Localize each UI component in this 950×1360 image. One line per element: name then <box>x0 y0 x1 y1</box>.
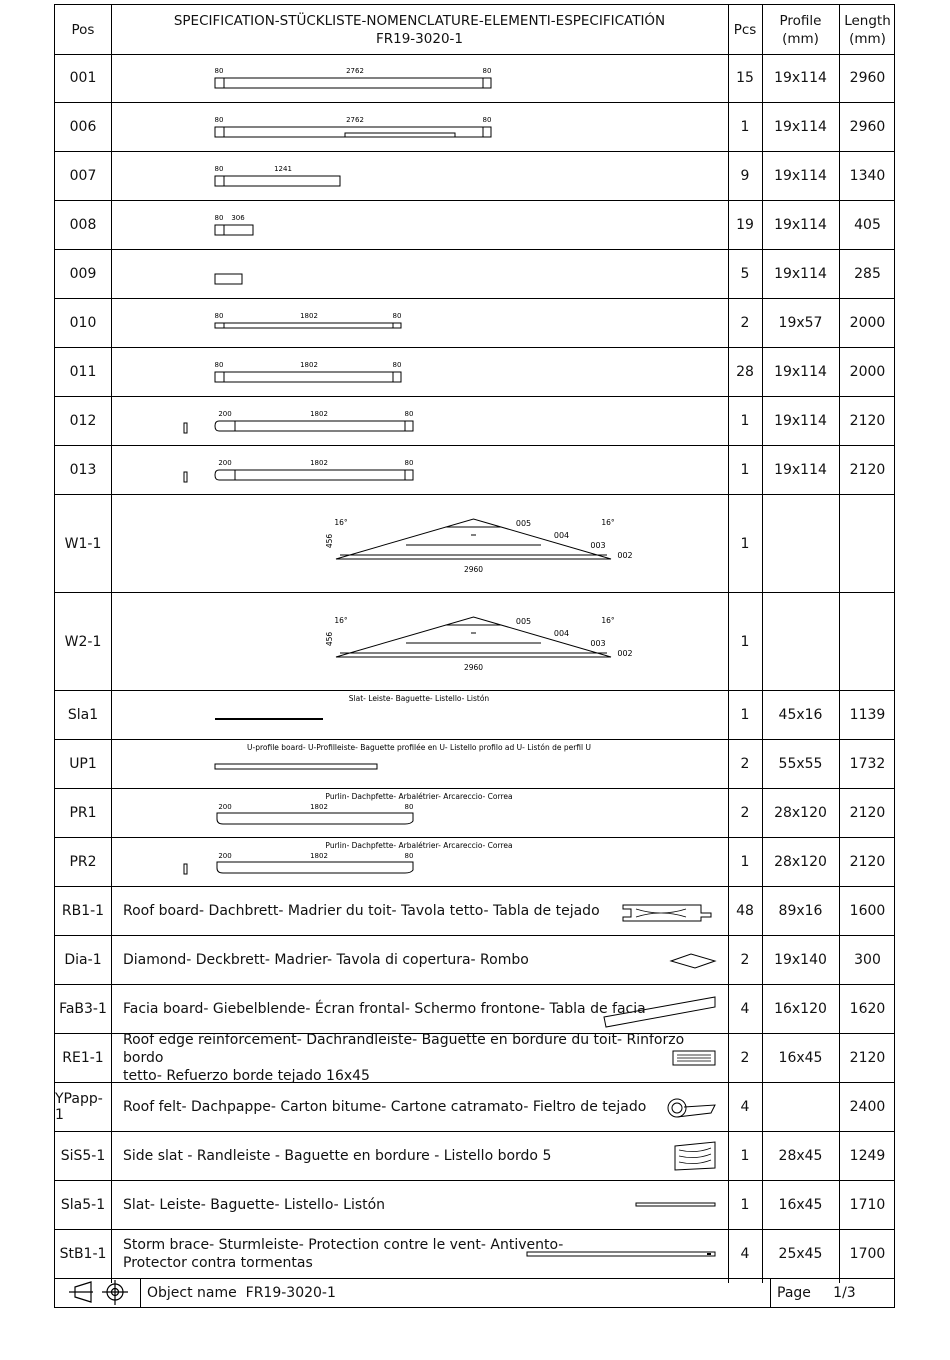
projection-symbol <box>55 1279 145 1307</box>
board-segment <box>224 176 340 186</box>
cell-pos: Sla5-1 <box>60 1197 106 1213</box>
part-description: Roof felt- Dachpappe- Carton bitume- Cartone catramato- Fieltro de tejado <box>123 1099 647 1115</box>
part-drawing <box>111 495 728 593</box>
cell-pcs: 4 <box>740 1001 750 1017</box>
col-divider <box>762 5 763 1283</box>
cell-length: 2000 <box>849 315 886 331</box>
wood-grain <box>636 909 686 917</box>
cell-pos: Dia-1 <box>64 952 102 968</box>
cell-length: 1600 <box>849 903 886 919</box>
specification-sheet <box>54 4 895 1308</box>
part-caption: U-profile board- U-Profilleiste- Baguette profilée en U- Listello profilo ad U- Listón de perfil U <box>247 743 591 752</box>
cell-drawing <box>111 1083 728 1131</box>
cell-drawing <box>111 593 728 690</box>
cell-drawing <box>111 201 728 249</box>
cell-profile: 19x114 <box>774 266 827 282</box>
cell-pcs: 1 <box>740 854 750 870</box>
cell-length: 1249 <box>849 1148 886 1164</box>
title-line1: SPECIFICATION-STÜCKLISTE-NOMENCLATURE-ELEMENTI-ESPECIFICATIÓN <box>173 12 666 29</box>
cell-length: 2120 <box>849 805 886 821</box>
section-mark <box>184 472 187 482</box>
cell-profile: 19x114 <box>774 217 827 233</box>
dim-label: 80 <box>482 67 492 75</box>
part-drawing <box>111 691 728 740</box>
dim-label: 1802 <box>310 852 328 860</box>
part-label: 002 <box>617 551 633 560</box>
dim-label: 1802 <box>300 312 318 320</box>
width-label: 2960 <box>463 565 484 574</box>
page-label: Page <box>777 1285 811 1301</box>
dim-label: 80 <box>404 852 414 860</box>
part-label: 003 <box>590 541 606 550</box>
cell-profile: 19x57 <box>778 315 823 331</box>
table-row <box>55 54 894 103</box>
dim-label: 200 <box>218 852 232 860</box>
part-drawing <box>111 446 728 495</box>
part-description: Facia board- Giebelblende- Écran frontal- Schermo frontone- Tabla de facia <box>123 1001 646 1017</box>
slat-icon <box>636 1203 715 1206</box>
cell-length: 2120 <box>849 854 886 870</box>
cell-pos: StB1-1 <box>59 1246 107 1262</box>
table-row <box>55 152 894 201</box>
cell-pos: 010 <box>69 315 97 331</box>
object-name-label: Object name <box>147 1285 237 1301</box>
cell-pos: RE1-1 <box>62 1050 104 1066</box>
table-row <box>55 1132 894 1181</box>
cell-pos: FaB3-1 <box>59 1001 107 1017</box>
dim-label: 80 <box>404 459 414 467</box>
cell-pcs: 2 <box>740 1050 750 1066</box>
cell-profile: 45x16 <box>778 707 823 723</box>
cell-length: 1139 <box>849 707 886 723</box>
dim-label: 80 <box>214 116 224 124</box>
dim-label: 80 <box>214 214 224 222</box>
cell-length <box>839 495 896 592</box>
cell-pos: UP1 <box>69 756 97 772</box>
cell-profile: 16x45 <box>778 1050 823 1066</box>
table-row <box>55 495 894 593</box>
header-length <box>839 5 896 54</box>
board-segment <box>215 323 224 328</box>
angle-label: 16° <box>334 518 348 527</box>
part-label: 005 <box>515 519 532 528</box>
part-drawing <box>111 838 728 887</box>
cell-drawing <box>111 250 728 298</box>
part-drawing <box>111 397 728 446</box>
table-row <box>55 1083 894 1132</box>
truss-outline <box>336 519 611 559</box>
title-block <box>55 1278 894 1307</box>
cell-pcs: 2 <box>740 952 750 968</box>
footer-divider <box>770 1279 771 1307</box>
board-segment <box>224 372 393 382</box>
profile-line1: Profile <box>779 12 822 29</box>
object-name <box>147 1279 336 1307</box>
section-mark <box>184 423 187 433</box>
section-mark <box>184 864 187 874</box>
cell-drawing <box>111 1230 728 1278</box>
board-segment <box>224 323 393 328</box>
table-header <box>55 5 894 55</box>
board-segment <box>483 78 491 88</box>
col-divider <box>839 5 840 1283</box>
table-row <box>55 1230 894 1279</box>
cell-length: 1340 <box>849 168 886 184</box>
cell-pos: PR1 <box>69 805 97 821</box>
wood-grain <box>679 1148 711 1164</box>
cell-pcs: 5 <box>740 266 750 282</box>
projection-cone-icon <box>69 1282 93 1302</box>
cell-drawing <box>111 495 728 592</box>
cell-drawing <box>111 348 728 396</box>
header-pos: Pos <box>71 21 95 38</box>
cell-length: 2000 <box>849 364 886 380</box>
dim-label: 80 <box>482 116 492 124</box>
notch-outline <box>345 133 455 137</box>
cell-length: 1620 <box>849 1001 886 1017</box>
cell-length: 1710 <box>849 1197 886 1213</box>
dim-label: 80 <box>214 165 224 173</box>
cell-pos: 011 <box>69 364 97 380</box>
cell-profile: 19x114 <box>774 70 827 86</box>
board-segment <box>215 764 377 769</box>
cell-profile: 89x16 <box>778 903 823 919</box>
cell-pcs: 1 <box>740 535 750 552</box>
footer-divider <box>140 1279 141 1307</box>
board-segment <box>405 421 413 431</box>
table-row <box>55 887 894 936</box>
cell-drawing <box>111 103 728 151</box>
dim-label: 1802 <box>310 410 328 418</box>
cell-pos: 013 <box>69 462 97 478</box>
table-row <box>55 985 894 1034</box>
cell-drawing <box>111 446 728 494</box>
part-caption: Purlin- Dachpfette- Arbalétrier- Arcareccio- Correa <box>325 841 513 850</box>
board-segment <box>224 78 483 88</box>
cell-pcs: 1 <box>740 1197 750 1213</box>
part-description: Slat- Leiste- Baguette- Listello- Listón <box>123 1197 386 1213</box>
dim-label: 306 <box>231 214 245 222</box>
part-label: 004 <box>553 629 570 638</box>
board-segment <box>215 421 235 431</box>
cell-profile: 19x114 <box>774 462 827 478</box>
height-label: 456 <box>325 533 334 549</box>
purlin-outline <box>217 862 413 873</box>
width-label: 2960 <box>463 663 484 672</box>
part-drawing <box>111 299 728 348</box>
cell-profile: 16x45 <box>778 1197 823 1213</box>
part-description: Roof board- Dachbrett- Madrier du toit- Tavola tetto- Tabla de tejado <box>123 903 600 919</box>
table-row <box>55 446 894 495</box>
dim-label: 200 <box>218 410 232 418</box>
table-row <box>55 250 894 299</box>
part-drawing <box>111 740 728 789</box>
part-drawing <box>111 201 728 250</box>
cell-profile: 25x45 <box>778 1246 823 1262</box>
diamond-icon <box>671 954 715 968</box>
cell-profile: 19x114 <box>774 119 827 135</box>
cell-length <box>839 593 896 690</box>
cell-pcs: 15 <box>736 70 754 86</box>
header-profile <box>762 5 839 54</box>
cell-pcs: 1 <box>740 633 750 650</box>
cell-pcs: 4 <box>740 1099 750 1115</box>
table-row <box>55 1034 894 1083</box>
table-row <box>55 936 894 985</box>
part-drawing <box>111 789 728 838</box>
table-row <box>55 838 894 887</box>
angle-label: 16° <box>601 616 615 625</box>
part-drawing <box>111 152 728 201</box>
cell-pcs: 28 <box>736 364 754 380</box>
part-description: Roof edge reinforcement- Dachrandleiste- Baguette en bordure du toit- Rinforzo bordo tetto- Refuerzo borde tejado 16x45 <box>123 1032 685 1084</box>
cell-length: 2120 <box>849 1050 886 1066</box>
dim-label: 80 <box>392 361 402 369</box>
cell-drawing <box>111 740 728 788</box>
cell-drawing <box>111 887 728 935</box>
profile-line2: (mm) <box>782 30 819 47</box>
cell-profile: 19x114 <box>774 413 827 429</box>
cell-drawing <box>111 397 728 445</box>
cell-pos: SiS5-1 <box>60 1148 106 1164</box>
page-value: 1/3 <box>833 1285 856 1301</box>
cell-length: 2400 <box>849 1099 886 1115</box>
dim-label: 80 <box>214 361 224 369</box>
cell-pcs: 48 <box>736 903 754 919</box>
cell-profile: 28x45 <box>778 1148 823 1164</box>
part-drawing <box>111 54 728 103</box>
object-name-value: FR19-3020-1 <box>245 1285 336 1301</box>
cell-pcs: 9 <box>740 168 750 184</box>
roll-core <box>672 1103 682 1113</box>
cell-pcs: 2 <box>740 805 750 821</box>
cell-drawing <box>111 691 728 739</box>
cell-drawing <box>111 152 728 200</box>
angle-label: 16° <box>334 616 348 625</box>
cell-profile <box>762 1083 839 1131</box>
cell-pos: 006 <box>69 119 97 135</box>
part-drawing <box>111 593 728 691</box>
board-segment <box>215 176 224 186</box>
length-line2: (mm) <box>849 30 886 47</box>
table-row <box>55 201 894 250</box>
cell-profile: 19x114 <box>774 364 827 380</box>
page-number <box>777 1279 856 1307</box>
board-segment <box>215 470 235 480</box>
side-slat-icon <box>675 1142 715 1170</box>
dim-label: 200 <box>218 803 232 811</box>
part-label: 004 <box>553 531 570 540</box>
cell-profile <box>762 593 839 690</box>
cell-pos: 008 <box>69 217 97 233</box>
table-row <box>55 691 894 740</box>
board-segment <box>393 372 401 382</box>
header-pcs: Pcs <box>733 21 757 38</box>
cell-length: 2120 <box>849 413 886 429</box>
part-drawing <box>111 348 728 397</box>
part-label: 003 <box>590 639 606 648</box>
dim-label: 1802 <box>310 459 328 467</box>
cell-pos: W1-1 <box>64 535 102 552</box>
projection-circle-icon <box>102 1280 128 1305</box>
table-row <box>55 789 894 838</box>
length-line1: Length <box>844 12 891 29</box>
dim-label: 80 <box>214 312 224 320</box>
table-row <box>55 593 894 691</box>
board-segment <box>215 372 224 382</box>
part-description: Storm brace- Sturmleiste- Protection contre le vent- Antivento- Protector contra tormentas <box>123 1237 564 1271</box>
cell-drawing <box>111 936 728 984</box>
board-segment <box>235 421 405 431</box>
cell-profile: 16x120 <box>774 1001 827 1017</box>
cell-pcs: 2 <box>740 756 750 772</box>
board-segment <box>215 127 224 137</box>
cell-pos: YPapp-1 <box>55 1091 103 1123</box>
part-drawing <box>111 103 728 152</box>
cell-pos: 001 <box>69 70 97 86</box>
board-segment <box>224 127 483 137</box>
cell-pos: W2-1 <box>64 633 102 650</box>
cell-drawing <box>111 299 728 347</box>
cell-profile <box>762 495 839 592</box>
board-segment <box>215 274 242 284</box>
col-divider <box>728 5 729 1283</box>
cell-profile: 19x140 <box>774 952 827 968</box>
cell-pcs: 1 <box>740 707 750 723</box>
board-segment <box>215 78 224 88</box>
cell-length: 1732 <box>849 756 886 772</box>
cell-pcs: 1 <box>740 1148 750 1164</box>
dim-label: 2762 <box>346 67 364 75</box>
dim-label: 80 <box>392 312 402 320</box>
dim-label: 1802 <box>310 803 328 811</box>
dim-label: 80 <box>404 410 414 418</box>
board-segment <box>393 323 401 328</box>
cell-length: 405 <box>854 217 881 233</box>
board-segment <box>235 470 405 480</box>
height-label: 456 <box>325 631 334 647</box>
board-segment <box>215 225 224 235</box>
cell-pcs: 1 <box>740 119 750 135</box>
table-row <box>55 103 894 152</box>
cell-length: 300 <box>854 952 881 968</box>
cell-drawing <box>111 1132 728 1180</box>
cell-pos: RB1-1 <box>61 903 105 919</box>
purlin-outline <box>217 813 413 824</box>
cell-pos: 009 <box>69 266 97 282</box>
cell-pcs: 1 <box>740 462 750 478</box>
cell-profile: 28x120 <box>774 854 827 870</box>
cell-drawing <box>111 1181 728 1229</box>
cell-pos: Sla1 <box>67 707 99 723</box>
dim-label: 200 <box>218 459 232 467</box>
cell-profile: 19x114 <box>774 168 827 184</box>
dim-label: 2762 <box>346 116 364 124</box>
part-caption: Purlin- Dachpfette- Arbalétrier- Arcareccio- Correa <box>325 792 513 801</box>
header-title <box>111 5 728 54</box>
table-row <box>55 1181 894 1230</box>
cell-drawing <box>111 1034 728 1082</box>
cell-length: 2960 <box>849 119 886 135</box>
table-row <box>55 397 894 446</box>
cell-pcs: 1 <box>740 413 750 429</box>
cell-pos: 007 <box>69 168 97 184</box>
board-segment <box>483 127 491 137</box>
dim-label: 80 <box>214 67 224 75</box>
cell-length: 285 <box>854 266 881 282</box>
title-line2: FR19-3020-1 <box>375 30 463 47</box>
cell-profile: 28x120 <box>774 805 827 821</box>
cell-drawing <box>111 54 728 102</box>
part-label: 002 <box>617 649 633 658</box>
part-caption: Slat- Leiste- Baguette- Listello- Listón <box>348 694 490 703</box>
board-segment <box>224 225 253 235</box>
angle-label: 16° <box>601 518 615 527</box>
table-row <box>55 348 894 397</box>
part-description: Diamond- Deckbrett- Madrier- Tavola di copertura- Rombo <box>123 952 529 968</box>
cell-length: 1700 <box>849 1246 886 1262</box>
truss-outline <box>336 617 611 657</box>
part-label: 005 <box>515 617 532 626</box>
brace-end <box>707 1253 711 1255</box>
col-divider <box>111 5 112 1283</box>
cell-drawing <box>111 838 728 886</box>
roof-felt-roll-icon <box>668 1099 686 1117</box>
part-drawing <box>111 250 728 299</box>
cell-length: 2120 <box>849 462 886 478</box>
cell-pcs: 2 <box>740 315 750 331</box>
cell-pcs: 4 <box>740 1246 750 1262</box>
dim-label: 80 <box>404 803 414 811</box>
dim-label: 1241 <box>274 165 292 173</box>
cell-pcs: 19 <box>736 217 754 233</box>
part-description: Side slat - Randleiste - Baguette en bordure - Listello bordo 5 <box>123 1148 552 1164</box>
cell-pos: PR2 <box>69 854 97 870</box>
table-row <box>55 299 894 348</box>
cell-length: 2960 <box>849 70 886 86</box>
dim-label: 1802 <box>300 361 318 369</box>
cell-drawing <box>111 985 728 1033</box>
cell-drawing <box>111 789 728 837</box>
cell-profile: 55x55 <box>778 756 823 772</box>
table-row <box>55 740 894 789</box>
board-segment <box>405 470 413 480</box>
cell-pos: 012 <box>69 413 97 429</box>
